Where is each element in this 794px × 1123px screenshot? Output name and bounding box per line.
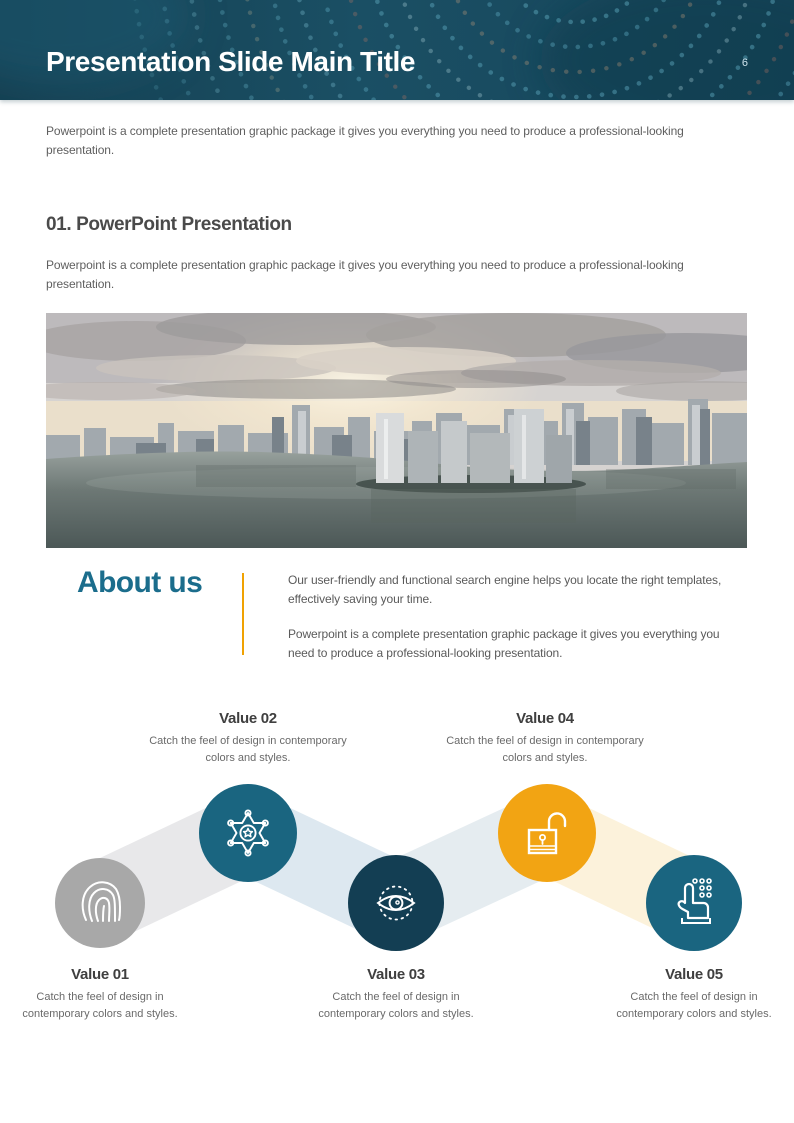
value-04-title: Value 04: [516, 710, 574, 727]
about-paragraph-2: Powerpoint is a complete presentation graphic package it gives you everything you need to produce a professional-looking presentation.: [288, 627, 720, 660]
value-03-label: [316, 966, 476, 1022]
page-number: 6: [741, 57, 748, 69]
value-05-desc: Catch the feel of design in contemporary colors and styles.: [616, 991, 772, 1020]
page-title: Presentation Slide Main Title: [46, 46, 416, 77]
value-05-title: Value 05: [665, 966, 723, 983]
vertical-divider: [242, 573, 244, 655]
value-04-desc: Catch the feel of design in contemporary colors and styles.: [446, 735, 644, 764]
value-05-label: [614, 966, 774, 1022]
value-01-label: [20, 966, 180, 1022]
value-04-label: [438, 710, 652, 766]
slide-header: [0, 0, 794, 100]
value-02-desc: Catch the feel of design in contemporary colors and styles.: [149, 735, 347, 764]
about-paragraph-1: Our user-friendly and functional search engine helps you locate the right templates, effectively saving your time.: [288, 573, 722, 606]
section-paragraph: Powerpoint is a complete presentation graphic package it gives you everything you need to produce a professional-looking presentation.: [46, 258, 684, 292]
value-01-desc: Catch the feel of design in contemporary colors and styles.: [22, 991, 178, 1020]
value-01-title: Value 01: [71, 966, 129, 983]
values-zigzag-diagram: [0, 770, 794, 970]
value-04-circle: [498, 784, 596, 882]
about-heading: About us: [77, 566, 203, 599]
value-02-label: [141, 710, 355, 766]
value-03-desc: Catch the feel of design in contemporary colors and styles.: [318, 991, 474, 1020]
intro-paragraph: Powerpoint is a complete presentation graphic package it gives you everything you need to produce a professional-looking presentation.: [46, 124, 684, 158]
value-03-title: Value 03: [367, 966, 425, 983]
city-skyline-illustration: [46, 313, 747, 548]
section-heading: 01. PowerPoint Presentation: [46, 214, 292, 235]
about-text-block: [288, 571, 728, 679]
value-02-title: Value 02: [219, 710, 277, 727]
value-02-circle: [199, 784, 297, 882]
city-skyline-photo: [46, 313, 747, 548]
value-03-circle: [348, 855, 444, 951]
value-01-circle: [55, 858, 145, 948]
value-05-circle: [646, 855, 742, 951]
